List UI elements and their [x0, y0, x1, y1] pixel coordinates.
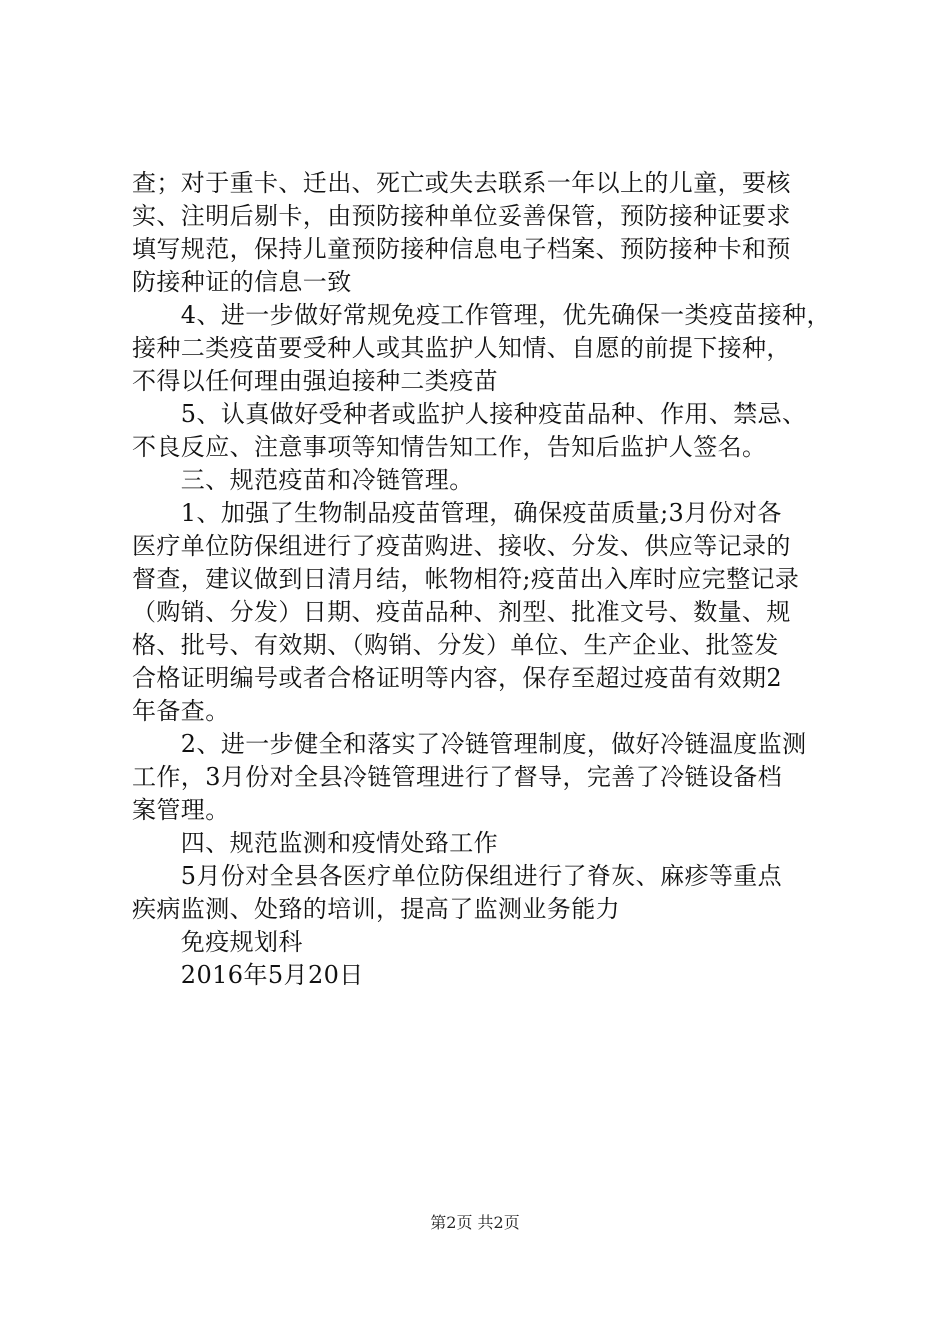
body-line: 查；对于重卡、迁出、死亡或失去联系一年以上的儿童，要核 [132, 169, 791, 197]
body-line: 合格证明编号或者合格证明等内容，保存至超过疫苗有效期2 [132, 664, 783, 692]
body-line: 督查，建议做到日清月结，帐物相符;疫苗出入库时应完整记录 [132, 565, 800, 593]
body-line: 不得以任何理由强迫接种二类疫苗 [132, 367, 498, 395]
body-line: 年备查。 [132, 697, 230, 725]
body-line: （购销、分发）日期、疫苗品种、剂型、批准文号、数量、规 [132, 598, 791, 626]
body-line: 格、批号、有效期、（购销、分发）单位、生产企业、批签发 [132, 631, 779, 659]
body-line: 不良反应、注意事项等知情告知工作，告知后监护人签名。 [132, 433, 767, 461]
body-line: 实、注明后剔卡，由预防接种单位妥善保管，预防接种证要求 [132, 202, 791, 230]
section-heading: 四、规范监测和疫情处臵工作 [132, 829, 498, 857]
page-number-footer: 第2页 共2页 [430, 1213, 520, 1232]
body-line: 防接种证的信息一致 [132, 268, 352, 296]
body-line: 5、认真做好受种者或监护人接种疫苗品种、作用、禁忌、 [132, 400, 807, 428]
body-line: 4、进一步做好常规免疫工作管理，优先确保一类疫苗接种， [132, 301, 831, 329]
body-line: 医疗单位防保组进行了疫苗购进、接收、分发、供应等记录的 [132, 532, 791, 560]
body-line: 填写规范，保持儿童预防接种信息电子档案、预防接种卡和预 [132, 235, 791, 263]
signature-department: 免疫规划科 [132, 928, 303, 956]
body-line: 案管理。 [132, 796, 230, 824]
body-line: 5月份对全县各医疗单位防保组进行了脊灰、麻疹等重点 [132, 862, 783, 890]
section-heading: 三、规范疫苗和冷链管理。 [132, 466, 474, 494]
body-line: 2、进一步健全和落实了冷链管理制度，做好冷链温度监测 [132, 730, 807, 758]
body-line: 接种二类疫苗要受种人或其监护人知情、自愿的前提下接种， [132, 334, 791, 362]
body-line: 1、加强了生物制品疫苗管理，确保疫苗质量;3月份对各 [132, 499, 782, 527]
signature-date: 2016年5月20日 [132, 961, 364, 989]
body-line: 疾病监测、处臵的培训，提高了监测业务能力 [132, 895, 620, 923]
document-body [132, 167, 832, 992]
body-line: 工作，3月份对全县冷链管理进行了督导，完善了冷链设备档 [132, 763, 783, 791]
